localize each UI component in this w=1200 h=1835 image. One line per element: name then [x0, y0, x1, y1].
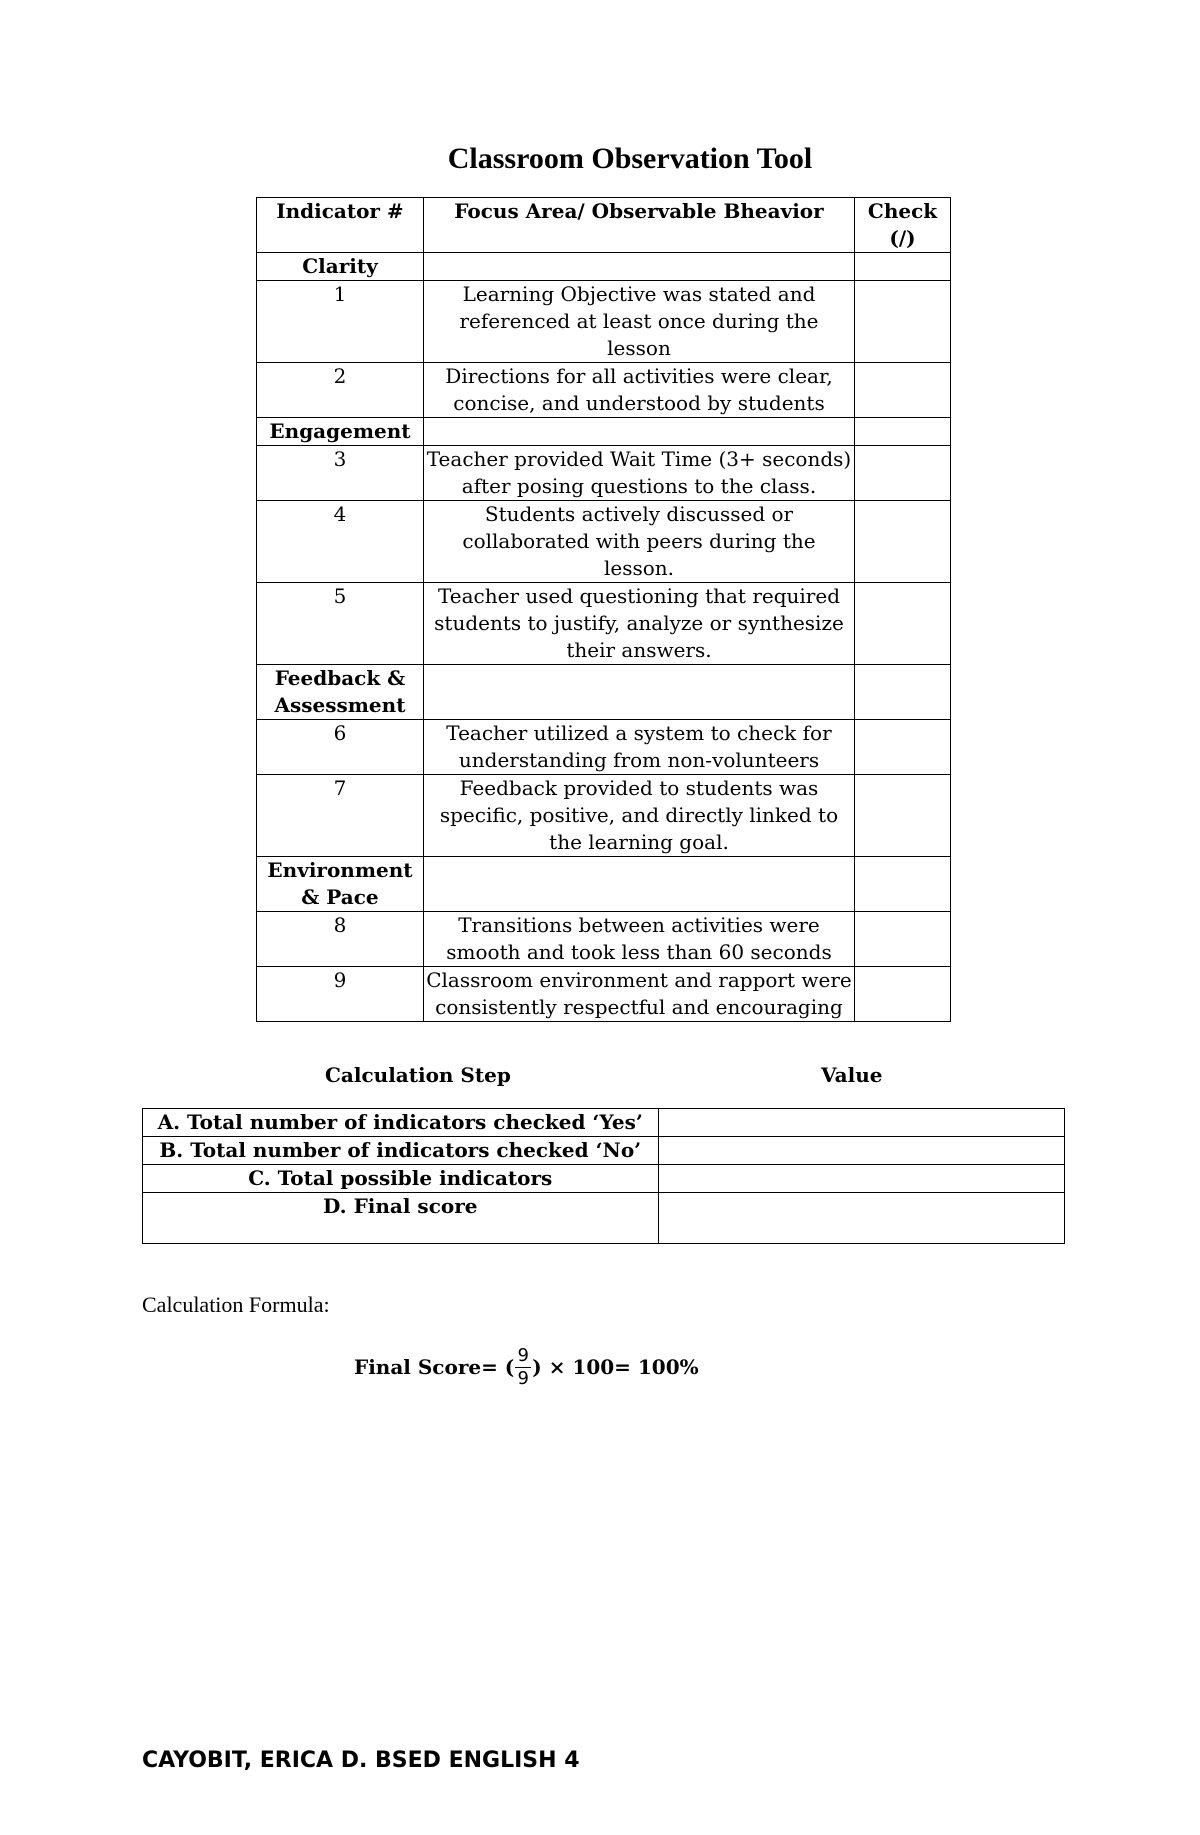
calculation-value[interactable]: [658, 1193, 1065, 1244]
check-cell[interactable]: [855, 281, 951, 363]
header-focus-area: Focus Area/ Observable Bheavior: [423, 198, 854, 253]
table-row: [257, 446, 951, 501]
check-cell[interactable]: [855, 857, 951, 912]
category-row: [257, 253, 951, 281]
check-cell[interactable]: [855, 253, 951, 281]
formula-label: Calculation Formula:: [142, 1292, 330, 1317]
calculation-step-header: Calculation Step: [325, 1063, 511, 1087]
calculation-value[interactable]: [658, 1109, 1065, 1137]
page-title: Classroom Observation Tool: [447, 142, 813, 175]
calculation-step: D. Final score: [143, 1193, 659, 1244]
indicator-number: 2: [257, 363, 424, 418]
indicator-number: 7: [257, 775, 424, 857]
category-label: Environment & Pace: [257, 857, 424, 912]
calculation-row: [143, 1109, 1065, 1137]
table-row: [257, 775, 951, 857]
check-cell[interactable]: [855, 775, 951, 857]
behavior-cell: Teacher used questioning that required students to justify, analyze or synthesize their answers.: [423, 583, 854, 665]
category-label: Clarity: [257, 253, 424, 281]
behavior-cell: Teacher utilized a system to check for understanding from non-volunteers: [423, 720, 854, 775]
fraction: [515, 1345, 531, 1390]
calculation-step: A. Total number of indicators checked ‘Yes’: [143, 1109, 659, 1137]
check-cell[interactable]: [855, 418, 951, 446]
behavior-cell: Directions for all activities were clear, concise, and understood by students: [423, 363, 854, 418]
behavior-cell: [423, 857, 854, 912]
calculation-table: [142, 1108, 1065, 1244]
table-row: [257, 363, 951, 418]
calculation-value[interactable]: [658, 1165, 1065, 1193]
behavior-cell: Classroom environment and rapport were consistently respectful and encouraging: [423, 967, 854, 1022]
indicator-number: 6: [257, 720, 424, 775]
indicator-number: 4: [257, 501, 424, 583]
table-row: [257, 583, 951, 665]
final-score-formula: [354, 1338, 699, 1396]
check-cell[interactable]: [855, 720, 951, 775]
behavior-cell: Feedback provided to students was specific, positive, and directly linked to the learning goal.: [423, 775, 854, 857]
behavior-cell: [423, 665, 854, 720]
calculation-value[interactable]: [658, 1137, 1065, 1165]
indicator-number: 1: [257, 281, 424, 363]
check-cell[interactable]: [855, 583, 951, 665]
table-header-row: [257, 198, 951, 253]
check-cell[interactable]: [855, 446, 951, 501]
fraction-numerator: 9: [517, 1344, 529, 1366]
behavior-cell: Transitions between activities were smooth and took less than 60 seconds: [423, 912, 854, 967]
indicator-number: 8: [257, 912, 424, 967]
author-footer: CAYOBIT, ERICA D. BSED ENGLISH 4: [142, 1748, 580, 1773]
indicator-number: 3: [257, 446, 424, 501]
fraction-denominator: 9: [517, 1367, 529, 1389]
table-row: [257, 912, 951, 967]
table-row: [257, 720, 951, 775]
category-row: [257, 665, 951, 720]
calculation-step: B. Total number of indicators checked ‘No’: [143, 1137, 659, 1165]
behavior-cell: [423, 418, 854, 446]
calculation-row: [143, 1193, 1065, 1244]
calculation-row: [143, 1165, 1065, 1193]
indicator-number: 5: [257, 583, 424, 665]
indicator-number: 9: [257, 967, 424, 1022]
behavior-cell: Students actively discussed or collaborated with peers during the lesson.: [423, 501, 854, 583]
check-cell[interactable]: [855, 912, 951, 967]
behavior-cell: Teacher provided Wait Time (3+ seconds) after posing questions to the class.: [423, 446, 854, 501]
check-cell[interactable]: [855, 501, 951, 583]
check-cell[interactable]: [855, 665, 951, 720]
header-indicator: Indicator #: [257, 198, 424, 253]
category-row: [257, 857, 951, 912]
table-row: [257, 281, 951, 363]
category-label: Feedback & Assessment: [257, 665, 424, 720]
table-row: [257, 501, 951, 583]
header-check: Check (/): [855, 198, 951, 253]
check-cell[interactable]: [855, 363, 951, 418]
formula-prefix: Final Score= (: [354, 1355, 515, 1379]
calculation-step: C. Total possible indicators: [143, 1165, 659, 1193]
behavior-cell: Learning Objective was stated and referenced at least once during the lesson: [423, 281, 854, 363]
calculation-row: [143, 1137, 1065, 1165]
value-header: Value: [821, 1063, 883, 1087]
category-row: [257, 418, 951, 446]
category-label: Engagement: [257, 418, 424, 446]
formula-suffix: ) × 100= 100%: [532, 1355, 699, 1379]
observation-table: [256, 197, 951, 1022]
behavior-cell: [423, 253, 854, 281]
check-cell[interactable]: [855, 967, 951, 1022]
table-row: [257, 967, 951, 1022]
